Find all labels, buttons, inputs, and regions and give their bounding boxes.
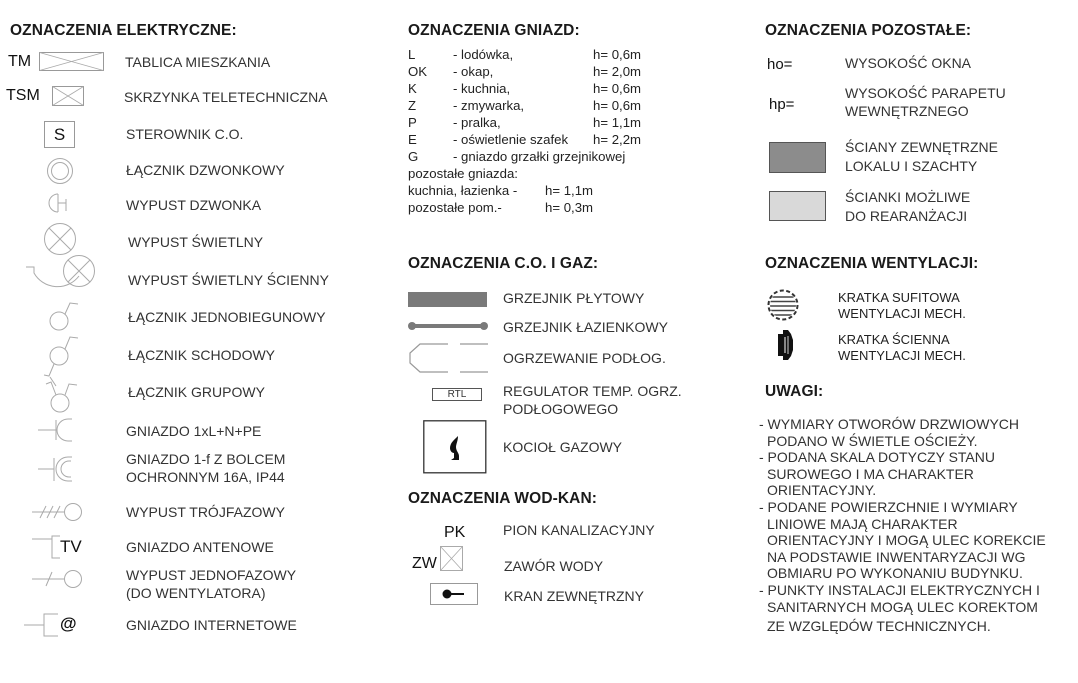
note-line: - PODANE POWIERZCHNIE I WYMIARY [759,498,1018,515]
label-wypust-jednofazowy-line2: (DO WENTYLATORA) [126,585,266,601]
socket-other-height: h= 1,1m [545,183,594,198]
gas-boiler-icon [423,420,487,474]
label-zawor-wody: ZAWÓR WODY [504,558,604,574]
ceiling-vent-icon [767,289,799,321]
label-gniazdo-internetowe: GNIAZDO INTERNETOWE [126,617,297,633]
label-kratka-sufitowa-line1: KRATKA SUFITOWA [838,290,960,305]
socket-other-desc: pozostałe pom.- [408,200,502,215]
other-title: OZNACZENIA POZOSTAŁE: [765,22,972,39]
label-grzejnik-lazienkowy: GRZEJNIK ŁAZIENKOWY [503,319,668,335]
label-regulator-line2: PODŁOGOWEGO [503,401,619,417]
double-circle-icon [46,157,74,185]
socket-desc: - okap, [453,64,494,79]
single-pole-switch-icon [48,300,82,332]
label-wypust-trojfazowy: WYPUST TRÓJFAZOWY [126,504,285,520]
socket-code: E [408,132,417,147]
socket-height: h= 0,6m [593,47,642,62]
label-kratka-scienna-line1: KRATKA ŚCIENNA [838,332,950,347]
socket-height: h= 1,1m [593,115,642,130]
other-sockets-label: pozostałe gniazda: [408,166,518,181]
label-kratka-scienna-line2: WENTYLACJI MECH. [838,348,966,363]
crossed-circle-icon [43,222,77,256]
heating-title: OZNACZENIA C.O. I GAZ: [408,255,599,272]
label-gniazdo-1f-line2: OCHRONNYM 16A, IP44 [126,469,285,485]
notes-list [759,416,1046,635]
dark-gray-swatch-icon [769,142,826,173]
ventilation-title: OZNACZENIA WENTYLACJI: [765,255,979,272]
label-lacznik-jednobiegunowy: ŁĄCZNIK JEDNOBIEGUNOWY [128,309,326,325]
note-line: ORIENTACYJNY I MOGĄ ULEC KOREKCIE [767,532,1046,549]
boxed-letter-icon: S [44,121,75,148]
socket-code: K [408,81,417,96]
hp-symbol-text: hp= [769,96,795,113]
note-line: SUROWEGO I MA CHARAKTER [767,465,974,482]
label-wysokosc-parapetu-line2: WEWNĘTRZNEGO [845,103,969,119]
label-kociol-gazowy: KOCIOŁ GAZOWY [503,439,623,455]
note-line: ORIENTACYJNY. [767,482,877,499]
label-regulator-line1: REGULATOR TEMP. OGRZ. [503,383,682,399]
tsm-symbol-text: TSM [6,87,40,104]
zw-symbol-text: ZW [412,555,437,572]
water-title: OZNACZENIA WOD-KAN: [408,490,598,507]
note-line: OBMIARU PO WYKONANIU BUDYNKU. [767,565,1023,582]
label-gniazdo-antenowe: GNIAZDO ANTENOWE [126,539,274,555]
socket-other-desc: kuchnia, łazienka - [408,183,518,198]
note-line: - WYMIARY OTWORÓW DRZWIOWYCH [759,416,1020,432]
label-wysokosc-okna: WYSOKOŚĆ OKNA [845,55,972,71]
note-line: PODANO W ŚWIETLE OŚCIEŻY. [767,432,978,449]
note-line: LINIOWE MAJĄ CHARAKTER [767,515,958,532]
notes-title: UWAGI: [765,383,824,400]
label-sciany-line2: LOKALU I SZACHTY [845,158,978,174]
note-line: NA PODSTAWIE INWENTARYZACJI WG [767,548,1026,565]
socket-height: h= 0,6m [593,81,642,96]
water-valve-icon [440,546,464,572]
label-skrzynka-teletechniczna: SKRZYNKA TELETECHNICZNA [124,89,328,105]
grounded-socket-icon [38,455,74,485]
label-wypust-swietlny-scienny: WYPUST ŚWIETLNY ŚCIENNY [128,272,329,288]
crossed-rectangle-wide-icon [39,52,105,72]
label-wysokosc-parapetu-line1: WYSOKOŚĆ PARAPETU [845,85,1006,101]
label-scianki-line1: ŚCIANKI MOŻLIWE [845,189,971,205]
socket-height: h= 2,0m [593,64,642,79]
label-wypust-dzwonka: WYPUST DZWONKA [126,197,262,213]
panel-radiator-icon [408,292,487,307]
label-wypust-swietlny: WYPUST ŚWIETLNY [128,234,264,250]
label-lacznik-schodowy: ŁĄCZNIK SCHODOWY [128,347,276,363]
bell-outlet-icon [48,193,72,215]
wall-vent-icon [775,328,795,362]
label-wypust-jednofazowy-line1: WYPUST JEDNOFAZOWY [126,567,297,583]
socket-desc: - lodówka, [453,47,514,62]
label-scianki-line2: DO REARANŻACJI [845,208,968,224]
label-ogrzewanie-podlog: OGRZEWANIE PODŁOG. [503,350,666,366]
label-pion-kanalizacyjny: PION KANALIZACYJNY [503,522,655,538]
socket-height: h= 0,6m [593,98,642,113]
tm-symbol-text: TM [8,53,32,70]
note-line: - PODANA SKALA DOTYCZY STANU [759,449,995,466]
single-phase-outlet-icon [32,568,84,590]
label-grzejnik-plytowy: GRZEJNIK PŁYTOWY [503,290,645,306]
label-sciany-line1: ŚCIANY ZEWNĘTRZNE [845,139,998,155]
socket-code: G [408,149,419,164]
antenna-socket-icon [32,535,62,559]
ho-symbol-text: ho= [767,56,793,73]
socket-desc: - kuchnia, [453,81,511,96]
pk-symbol-text: PK [444,524,466,541]
socket-other-height: h= 0,3m [545,200,594,215]
outdoor-tap-icon [430,583,479,606]
socket-code: OK [408,64,428,79]
socket-desc: - zmywarka, [453,98,525,113]
socket-code: L [408,47,416,62]
label-kratka-sufitowa-line2: WENTYLACJI MECH. [838,306,966,321]
rtl-regulator-icon: RTL [432,388,482,401]
floor-heating-icon [408,342,488,374]
socket-code: Z [408,98,417,113]
sockets-title: OZNACZENIA GNIAZD: [408,22,580,39]
socket-desc: - gniazdo grzałki grzejnikowej [453,149,626,164]
label-lacznik-dzwonkowy: ŁĄCZNIK DZWONKOWY [126,162,285,178]
socket-desc: - oświetlenie szafek [453,132,569,147]
internet-socket-icon [24,613,60,637]
socket-height: h= 2,2m [593,132,642,147]
note-line: - PUNKTY INSTALACJI ELEKTRYCZNYCH I [759,581,1040,598]
three-phase-outlet-icon [32,501,84,523]
crossed-rectangle-icon [52,86,85,107]
label-tablica-mieszkania: TABLICA MIESZKANIA [125,54,271,70]
label-gniazdo-1xl: GNIAZDO 1xL+N+PE [126,423,262,439]
bathroom-radiator-icon [408,320,488,332]
socket-desc: - pralka, [453,115,501,130]
electrical-title: OZNACZENIA ELEKTRYCZNE: [10,22,237,39]
label-kran-zewnetrzny: KRAN ZEWNĘTRZNY [504,588,644,604]
group-switch-icon [42,372,82,414]
socket-code: P [408,115,417,130]
label-gniazdo-1f-line1: GNIAZDO 1-f Z BOLCEM [126,451,286,467]
label-sterownik-co: STEROWNIK C.O. [126,126,244,142]
at-symbol-text: @ [60,614,77,633]
tv-symbol-text: TV [60,537,82,556]
light-gray-swatch-icon [769,191,826,221]
note-line: SANITARNYCH MOGĄ ULEC KOREKTOM [767,598,1038,615]
label-lacznik-grupowy: ŁĄCZNIK GRUPOWY [128,384,265,400]
socket-icon [38,417,74,443]
note-line: ZE WZGLĘDÓW TECHNICZNYCH. [767,618,991,635]
